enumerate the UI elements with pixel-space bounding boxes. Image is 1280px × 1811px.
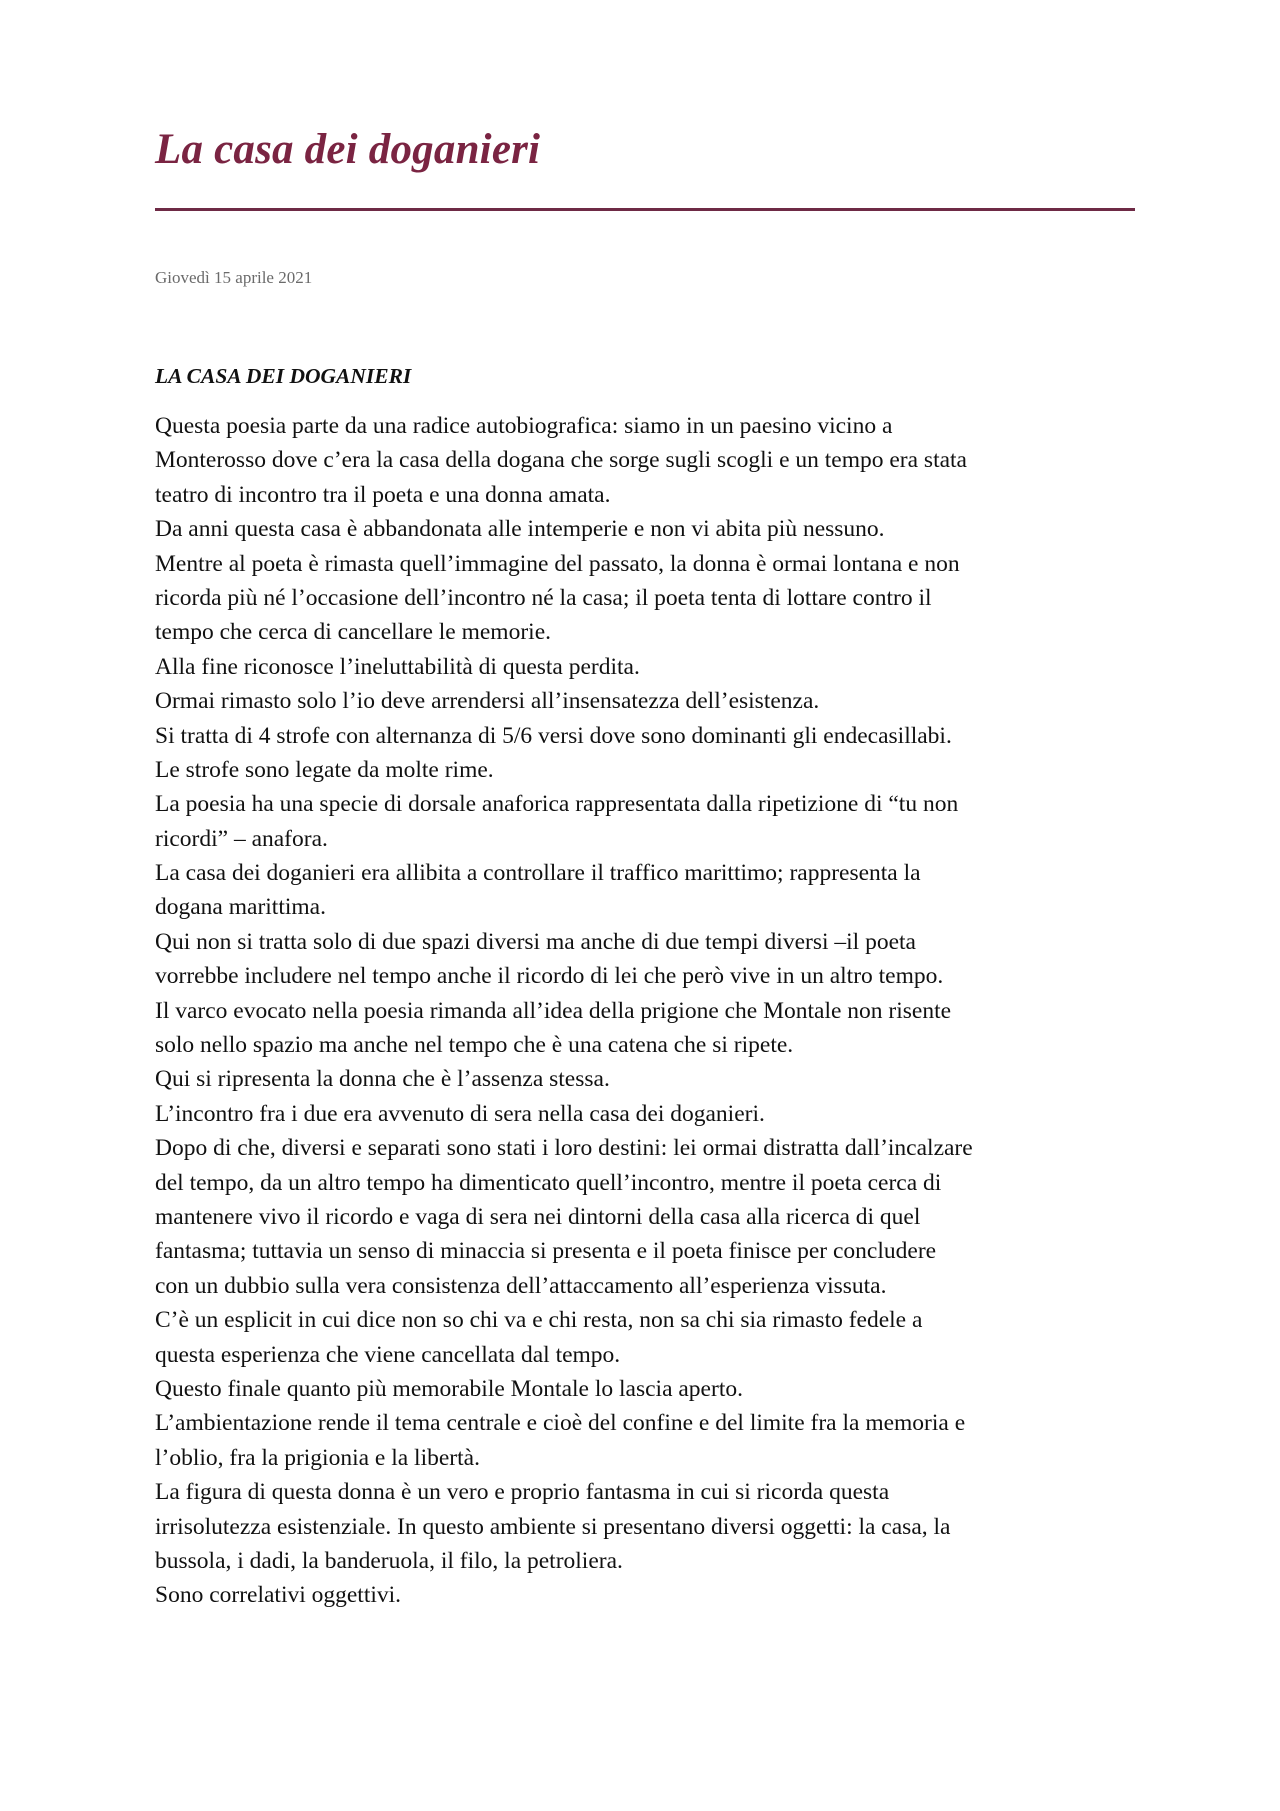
body-line: Qui si ripresenta la donna che è l’assenza stessa. — [155, 1066, 610, 1093]
body-line: ricorda più né l’occasione dell’incontro né la casa; il poeta tenta di lottare contro il — [155, 584, 932, 611]
body-line: La casa dei doganieri era allibita a controllare il traffico marittimo; rappresenta la — [155, 860, 921, 887]
body-line: L’incontro fra i due era avvenuto di sera nella casa dei doganieri. — [155, 1100, 765, 1127]
body-text — [155, 409, 1155, 1613]
section-heading: LA CASA DEI DOGANIERI — [155, 364, 412, 388]
body-line: Mentre al poeta è rimasta quell’immagine del passato, la donna è ormai lontana e non — [155, 550, 960, 577]
body-line: fantasma; tuttavia un senso di minaccia si presenta e il poeta finisce per concludere — [155, 1238, 937, 1265]
body-line: L’ambientazione rende il tema centrale e cioè del confine e del limite fra la memoria e — [155, 1410, 966, 1437]
document-title: La casa dei doganieri — [155, 126, 541, 173]
body-line: Questo finale quanto più memorabile Montale lo lascia aperto. — [155, 1375, 743, 1402]
body-line: C’è un esplicit in cui dice non so chi va e chi resta, non sa chi sia rimasto fedele a — [155, 1307, 923, 1334]
body-line: questa esperienza che viene cancellata dal tempo. — [155, 1341, 621, 1368]
body-line: tempo che cerca di cancellare le memorie. — [155, 619, 552, 646]
body-line: solo nello spazio ma anche nel tempo che è una catena che si ripete. — [155, 1032, 794, 1059]
document-date: Giovedì 15 aprile 2021 — [155, 268, 313, 287]
body-line: Il varco evocato nella poesia rimanda all’idea della prigione che Montale non risente — [155, 997, 952, 1024]
body-line: irrisolutezza esistenziale. In questo ambiente si presentano diversi oggetti: la casa, la — [155, 1513, 951, 1540]
body-line: mantenere vivo il ricordo e vaga di sera nei dintorni della casa alla ricerca di quel — [155, 1203, 921, 1230]
body-line: Si tratta di 4 strofe con alternanza di 5/6 versi dove sono dominanti gli endecasillabi. — [155, 722, 952, 749]
body-line: Monterosso dove c’era la casa della dogana che sorge sugli scogli e un tempo era stata — [155, 447, 967, 474]
body-line: Questa poesia parte da una radice autobiografica: siamo in un paesino vicino a — [155, 413, 893, 439]
body-line: vorrebbe includere nel tempo anche il ricordo di lei che però vive in un altro tempo. — [155, 963, 944, 990]
body-line: Sono correlativi oggettivi. — [155, 1582, 402, 1609]
body-line: con un dubbio sulla vera consistenza dell’attaccamento all’esperienza vissuta. — [155, 1272, 887, 1299]
title-divider — [155, 208, 1135, 211]
body-line: La figura di questa donna è un vero e proprio fantasma in cui si ricorda questa — [155, 1479, 890, 1506]
body-line: Alla fine riconosce l’ineluttabilità di questa perdita. — [155, 653, 640, 680]
body-line: Le strofe sono legate da molte rime. — [155, 756, 494, 783]
body-line: Qui non si tratta solo di due spazi diversi ma anche di due tempi diversi –il poeta — [155, 928, 916, 955]
body-line: bussola, i dadi, la banderuola, il filo, la petroliera. — [155, 1547, 623, 1574]
body-line: La poesia ha una specie di dorsale anaforica rappresentata dalla ripetizione di “tu non — [155, 791, 959, 818]
body-line: ricordi” – anafora. — [155, 825, 328, 852]
body-line: Da anni questa casa è abbandonata alle intemperie e non vi abita più nessuno. — [155, 516, 885, 543]
body-line: teatro di incontro tra il poeta e una donna amata. — [155, 481, 611, 508]
body-line: Dopo di che, diversi e separati sono stati i loro destini: lei ormai distratta dall’incalzare — [155, 1135, 973, 1162]
body-line: Ormai rimasto solo l’io deve arrendersi all’insensatezza dell’esistenza. — [155, 688, 820, 715]
body-line: l’oblio, fra la prigionia e la libertà. — [155, 1444, 480, 1471]
body-line: del tempo, da un altro tempo ha dimenticato quell’incontro, mentre il poeta cerca di — [155, 1169, 942, 1196]
body-line: dogana marittima. — [155, 894, 326, 921]
